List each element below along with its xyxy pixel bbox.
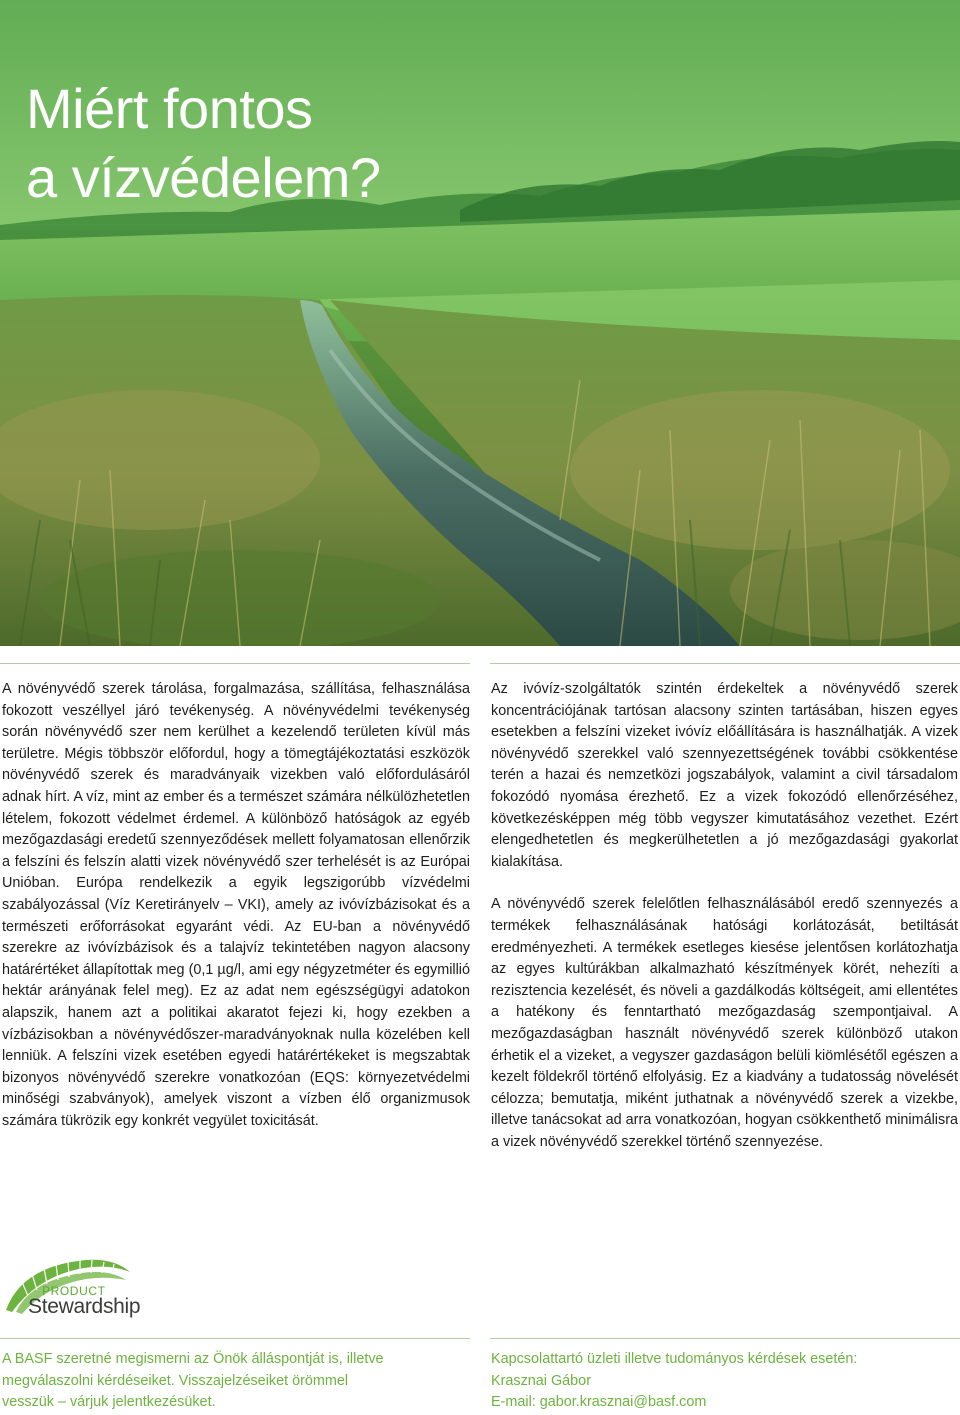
feedback-line-3: vesszük – várjuk jelentkezésüket.: [2, 1394, 216, 1411]
contact-name: Krasznai Gábor: [491, 1372, 591, 1389]
title-line-2: a vízvédelem?: [26, 146, 381, 209]
title-line-1: Miért fontos: [26, 77, 313, 140]
right-paragraph-2: A növényvédő szerek felelőtlen felhasználásából eredő szennyezés a termékek felhasználásának hatósági korlátozását, betiltását eredményezheti. A termékek esetleges kiesése jelentősen korlátozhatja az egyes kultúrákban alkalmazható készítmények körét, nehezíti a rezisztencia kezelését, és növeli a gazdálkodás költségeit, ami ellentétes a hatékony és fenntartható mezőgazdaság szempontjaival. A mezőgazdaságban használt növényvédő szerek különböző utakon érhetik el a vizeket, a vegyszer gazdaságon belüli kiömlésétől egészen a kezelt földekről történő elfolyásig. Ez a kiadvány a tudatosság növelését célozza; bemutatja, miként juthatnak a növényvédő szerek a vizekbe, illetve tanácsokat ad arra vonatkozóan, hogyan csökkenthető minimálisra a vizek növényvédő szerekkel történő szennyezése.: [491, 896, 958, 1150]
divider-right-top: [490, 663, 960, 664]
left-column: [2, 679, 470, 1132]
divider-left-bottom: [0, 1338, 470, 1339]
logo-product-text: PRODUCT: [42, 1284, 106, 1298]
page-title: [26, 74, 381, 212]
logo-stewardship-text: Stewardship: [28, 1295, 141, 1318]
right-paragraph-1: Az ivóvíz-szolgáltatók szintén érdekeltek a növényvédő szerek koncentrációjának tartósan alacsony szinten tartásában, hiszen egyes esetekben a felszíni vizeket ivóvíz előállítására is használhatják. A vizek növényvédő szerekkel való szennyezettségének további csökkentése terén a hazai és nemzetközi jogszabályok, valamint a civil társadalom fokozódó nyomása érezhető. Ez a vizek fokozódó ellenőrzéséhez, következésképpen még több vegyszer kimutatásához vezethet. Ezért elengedhetetlen és megkerülhetetlen a jó mezőgazdasági gyakorlat kialakítása.: [491, 681, 958, 870]
feedback-line-2: megválaszolni kérdéseiket. Visszajelzéseiket örömmel: [2, 1372, 349, 1389]
divider-right-bottom: [490, 1338, 960, 1339]
feedback-note: [2, 1349, 384, 1414]
contact-heading: Kapcsolattartó üzleti illetve tudományos kérdések esetén:: [491, 1351, 858, 1367]
hero-photo: [0, 0, 960, 646]
feedback-line-1: A BASF szeretné megismerni az Önök álláspontját is, illetve: [2, 1351, 384, 1367]
contact-info: [491, 1349, 857, 1414]
divider-left-top: [0, 663, 470, 664]
contact-email[interactable]: E-mail: gabor.krasznai@basf.com: [491, 1394, 707, 1411]
left-paragraph: A növényvédő szerek tárolása, forgalmazása, szállítása, felhasználása fokozott veszéllyel járó tevékenység. A növényvédelmi tevékenység során növényvédő szer nem kerülhet a kezelendő területen kívül más területre. Mégis többször előfordul, hogy a tömegtájékoztatási eszközök növényvédő szerek és maradványaik vizekben való előfordulásáról adnak hírt. A víz, mint az ember és a természet számára nélkülözhetetlen lételem, fokozott védelmet érdemel. A különböző hatóságok az egyéb mezőgazdasági eredetű szennyeződések mellett folyamatosan ellenőrzik a felszíni és felszín alatti vizek növényvédő szer terhelését is az Európai Unióban. Európa rendelkezik a egyik legszigorúbb vízvédelmi szabályozással (Víz Keretirányelv – VKI), amely az ivóvízbázisokat és a természeti erőforrásokat egyaránt védi. Az EU-ban a növényvédő szerekre az ivóvízbázisok és a talajvíz tekintetében nagyon alacsony határértéket állapítottak meg (0,1 µg/l, ami egy négyzetméter és egymillió hektár arányának felel meg). Ez az adat nem egészségügyi adatokon alapszik, hanem azt a politikai akaratot fejezi ki, hogy ezekben a vízbázisokban a növényvédőszer-maradványoknak nulla közelében kell lenniük. A felszíni vizek esetében egyedi határértékeket is megszabtak bizonyos növényvédő szerekre vonatkozóan (EQS: környezetvédelmi minőségi szabványok), amelyek viszont a vízben élő organizmusok számára tükrözik egy konkrét vegyület toxicitását.: [2, 681, 470, 1129]
right-column: [491, 679, 958, 1153]
